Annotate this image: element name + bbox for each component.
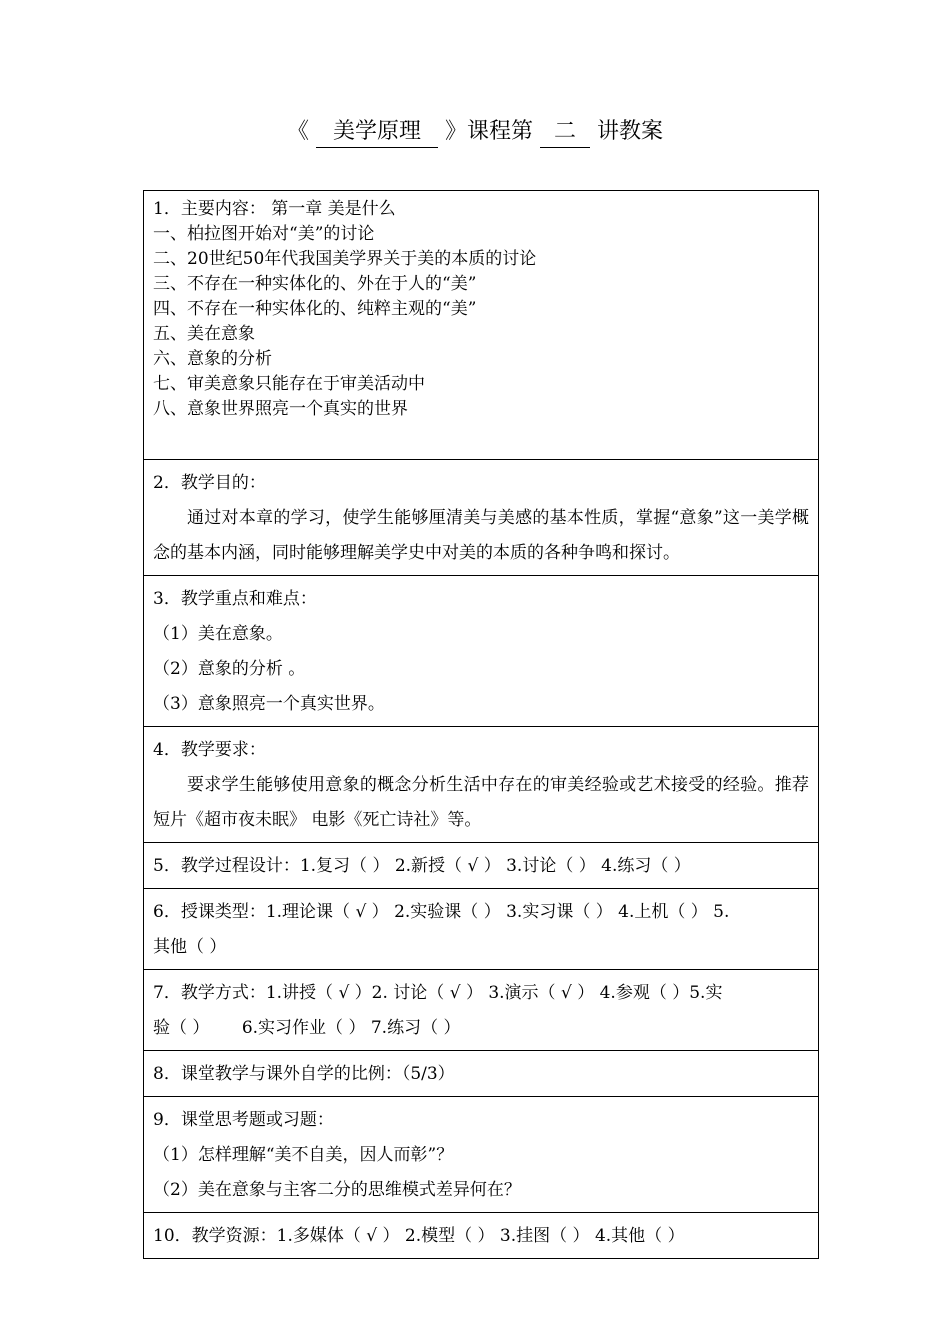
section-text: 8．课堂教学与课外自学的比例：（5/3） — [153, 1064, 455, 1084]
content-item: 二、20世纪50年代我国美学界关于美的本质的讨论 — [153, 249, 537, 269]
content-item: 五、美在意象 — [153, 324, 255, 344]
cell-key-points — [144, 576, 819, 727]
page-title — [0, 114, 950, 150]
lesson-plan-table — [143, 190, 819, 1259]
row-resources — [144, 1213, 819, 1259]
row-teaching-objective — [144, 460, 819, 576]
section-heading: 3．教学重点和难点： — [153, 589, 317, 609]
section-text-line: 其他（ ） — [153, 937, 227, 957]
lecture-number: 二 — [540, 117, 590, 148]
title-mid: 》课程第 — [444, 119, 533, 144]
row-requirements — [144, 727, 819, 843]
cell-course-type — [144, 889, 819, 970]
content-item: 六、意象的分析 — [153, 349, 272, 369]
content-item: 七、审美意象只能存在于审美活动中 — [153, 374, 425, 394]
row-teaching-method — [144, 970, 819, 1051]
row-course-type — [144, 889, 819, 970]
section-heading: 1．主要内容： 第一章 美是什么 — [153, 199, 396, 219]
cell-exercises — [144, 1097, 819, 1213]
cell-main-content — [144, 191, 819, 460]
key-point-item: （2）意象的分析 。 — [153, 659, 306, 679]
key-point-item: （3）意象照亮一个真实世界。 — [153, 694, 385, 714]
row-study-ratio — [144, 1051, 819, 1097]
section-text-line: 6．授课类型：1.理论课（ √ ） 2.实验课（ ） 3.实习课（ ） 4.上机（ ） 5. — [153, 902, 730, 922]
section-heading: 2．教学目的： — [153, 473, 266, 493]
title-suffix: 讲教案 — [597, 119, 664, 144]
section-body: 通过对本章的学习，使学生能够厘清美与美感的基本性质，掌握“意象”这一美学概念的基本内涵，同时能够理解美学史中对美的本质的各种争鸣和探讨。 — [153, 508, 809, 563]
content-item: 一、柏拉图开始对“美”的讨论 — [153, 224, 375, 244]
cell-teaching-objective — [144, 460, 819, 576]
row-process-design — [144, 843, 819, 889]
section-body: 要求学生能够使用意象的概念分析生活中存在的审美经验或艺术接受的经验。推荐短片《超市夜未眠》 电影《死亡诗社》等。 — [153, 775, 809, 830]
cell-process-design — [144, 843, 819, 889]
content-item: 八、意象世界照亮一个真实的世界 — [153, 399, 408, 419]
exercise-item: （1）怎样理解“美不自美，因人而彰”？ — [153, 1145, 454, 1165]
cell-teaching-method — [144, 970, 819, 1051]
cell-requirements — [144, 727, 819, 843]
section-text-line: 验（ ） 6.实习作业（ ） 7.练习（ ） — [153, 1018, 461, 1038]
section-heading: 4．教学要求： — [153, 740, 266, 760]
exercise-item: （2）美在意象与主客二分的思维模式差异何在？ — [153, 1180, 521, 1200]
section-heading: 9．课堂思考题或习题： — [153, 1110, 334, 1130]
section-text-line: 7．教学方式：1.讲授（ √ ）2. 讨论（ √ ） 3.演示（ √ ） 4.参观（ ）5.实 — [153, 983, 723, 1003]
row-main-content — [144, 191, 819, 460]
title-open-quote: 《 — [286, 119, 309, 144]
row-key-points — [144, 576, 819, 727]
content-item: 三、不存在一种实体化的、外在于人的“美” — [153, 274, 477, 294]
section-text: 10．教学资源：1.多媒体（ √ ） 2.模型（ ） 3.挂图（ ） 4.其他（ ） — [153, 1226, 685, 1246]
cell-study-ratio — [144, 1051, 819, 1097]
course-name: 美学原理 — [316, 117, 438, 148]
section-text: 5．教学过程设计：1.复习（ ） 2.新授（ √ ） 3.讨论（ ） 4.练习（ ） — [153, 856, 691, 876]
key-point-item: （1）美在意象。 — [153, 624, 283, 644]
content-item: 四、不存在一种实体化的、纯粹主观的“美” — [153, 299, 477, 319]
cell-resources — [144, 1213, 819, 1259]
row-exercises — [144, 1097, 819, 1213]
